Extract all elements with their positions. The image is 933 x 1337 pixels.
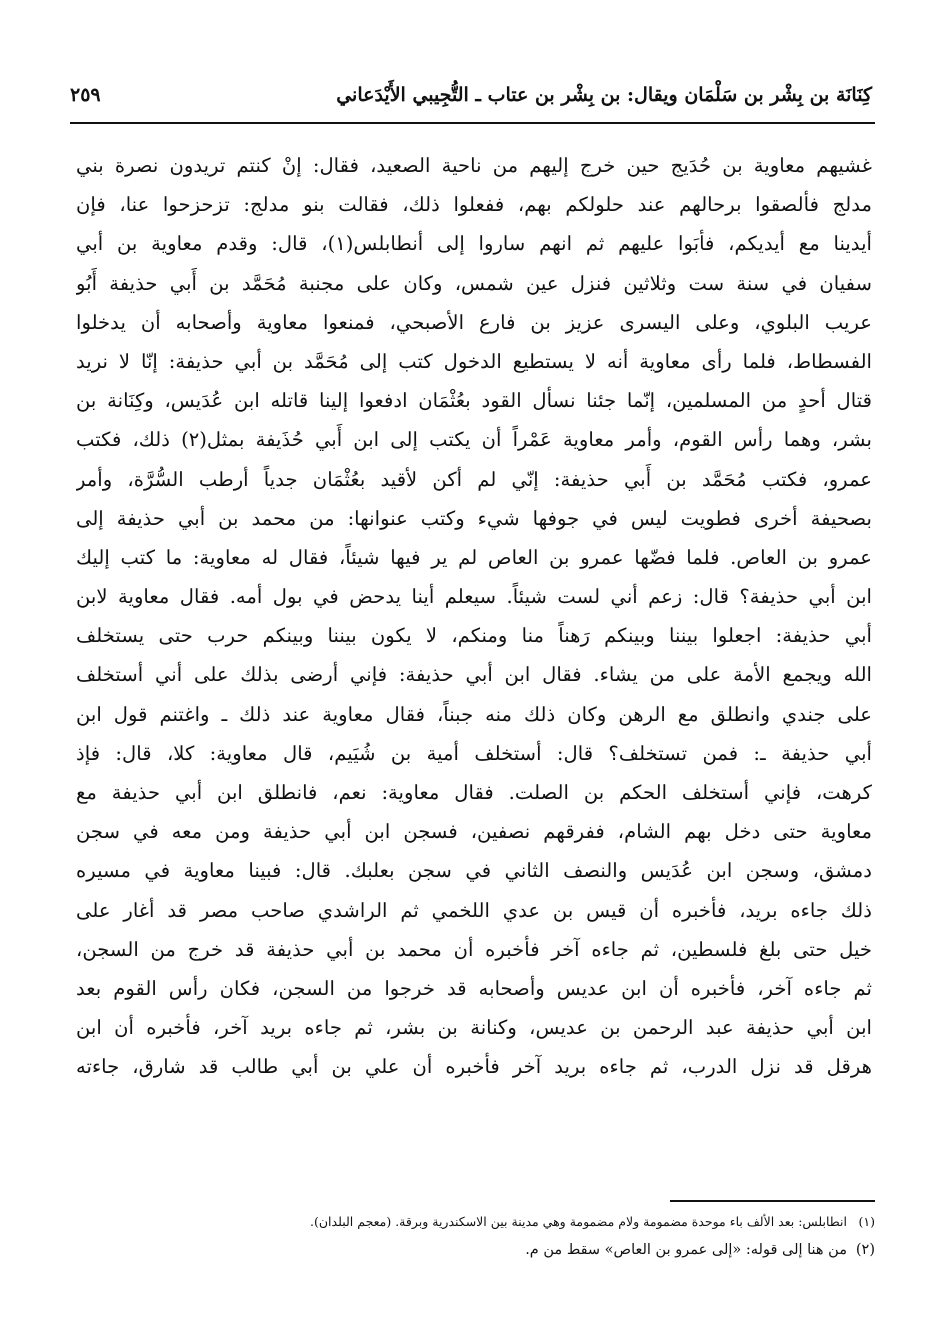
text-line: على جندي وانطلق مع الرهن وكان ذلك منه جبناً، فقال معاوية عند ذلك ـ واغتنم قول ابن [76,702,872,726]
text-line: كرهت، فإني أستخلف الحكم بن الصلت. فقال معاوية: نعم، فانطلق ابن أبي حذيفة مع [76,781,872,804]
text-line: دمشق، وسجن ابن عُدَيس والنصف الثاني في سجن بعلبك. قال: فبينا معاوية في مسيره [76,859,872,883]
text-line: هرقل قد نزل الدرب، ثم جاءه بريد آخر فأخبره أن علي بن أبي طالب قد شارق، جاءته [76,1055,872,1079]
footnote [300,1236,875,1264]
footnote-text: انطابلس: بعد الألف باء موحدة مضمومة ولام مضمومة وهي مدينة بين الاسكندرية وبرقة. (معجم البلدان). [310,1214,847,1229]
text-line: عمرو، فكتب مُحَمَّد بن أَبي حذيفة: إنّي لم أكن لأقيد بعُثْمَان جدياً أرطب السُّرَّة، وأمر [76,467,872,491]
footnote [300,1208,875,1236]
text-line: غشيهم معاوية بن حُدَيج حين خرج إليهم من ناحية الصعيد، فقال: إنْ كنتم تريدون نصرة بني [76,154,872,177]
text-line: بشر، وهما رأس القوم، وأمر معاوية عَمْراً أن يكتب إلى ابن أَبي حُذَيفة بمثل(٢) ذلك، فكتب [76,428,872,452]
text-line: ذلك جاءه بريد، فأخبره أن قيس بن عدي اللخمي ثم الراشدي صاحب مصر قد أغار على [76,898,872,922]
text-line: خيل حتى بلغ فلسطين، ثم جاءه آخر فأخبره أن محمد بن أبي حذيفة قد خرج من السجن، [76,937,872,961]
text-line: أبي حذيفة: اجعلوا بيننا وبينكم رَهناً منا ومنكم، لا يكون بيننا وبينكم حرب حتى يستخلف [76,624,872,648]
text-line: قتال أحدٍ من المسلمين، إنّما جئنا نسأل القود بعُثْمَان ادفعوا إلينا قاتله ابن عُدَيس، وكِنَانة بن [76,389,872,413]
footnotes [300,1208,875,1264]
text-line: مدلج فألصقوا برحالهم عند حلولكم بهم، ففعلوا ذلك، فقالت بنو مدلج: تزحزحوا عنا، فإن [76,193,872,217]
text-line: معاوية حتى دخل بهم الشام، ففرقهم نصفين، فسجن ابن أبي حذيفة ومن معه في سجن [76,820,872,844]
footnote-number: (٢) [855,1242,875,1258]
footnote-text: من هنا إلى قوله: «إلى عمرو بن العاص» سقط من م. [525,1242,847,1258]
footnote-rule [670,1200,875,1202]
text-line: عريب البلوي، وعلى اليسرى عزيز بن فارع الأصبحي، فمنعوا معاوية وأصحابه أن يدخلوا [76,310,872,334]
running-title: كِنَانَة بن بِشْر بن سَلْمَان ويقال: بن بِشْر بن عتاب ـ التُّجِيبي الأَيْدَعاني [336,84,872,106]
text-line: ثم جاءه آخر، فأخبره أن ابن عديس وأصحابه قد خرجوا من السجن، فكان رأس القوم بعد [76,976,872,1000]
text-line: بصحيفة أخرى فطويت ليس في جوفها شيء وكتب عنوانها: من محمد بن أبي حذيفة إلى [76,506,872,530]
text-line: أيدينا مع أيديكم، فأبَوا عليهم ثم انهم ساروا إلى أنطابلس(١)، قال: وقدم معاوية بن أبي [76,232,872,256]
footnote-number: (١) [858,1214,875,1229]
text-line: سفيان في سنة ست وثلاثين فنزل عين شمس، وكان على مجنبة مُحَمَّد بن أَبي حذيفة أَبُو [76,271,872,295]
text-line: عمرو بن العاص. فلما فضّها عمرو بن العاص لم ير فيها شيئاً، فقال له معاوية: ما كتب إليك [76,545,872,569]
header-rule [70,122,875,124]
body-text [76,146,872,1087]
page-number: ٢٥٩ [70,84,101,106]
page-header [70,78,872,120]
text-line: أبي حذيفة ـ: فمن تستخلف؟ قال: أستخلف أمية بن شُيَيم، قال معاوية: كلا، قال: فإذ [76,741,872,765]
text-line: الفسطاط، فلما رأى معاوية أنه لا يستطيع الدخول كتب إلى مُحَمَّد بن أبي حذيفة: إنّا لا نريد [76,349,872,373]
text-line: ابن أبي حذيفة؟ قال: زعم أني لست شيئاً. سيعلم أينا يدحض في بول أمه. فقال معاوية لابن [76,585,872,609]
text-line: الله ويجمع الأمة على من يشاء. فقال ابن أبي حذيفة: فإني أرضى بذلك على أني أستخلف [76,663,872,687]
text-line: ابن أبي حذيفة عبد الرحمن بن عديس، وكنانة بن بشر، ثم جاءه بريد آخر، فأخبره أن ابن [76,1016,872,1040]
